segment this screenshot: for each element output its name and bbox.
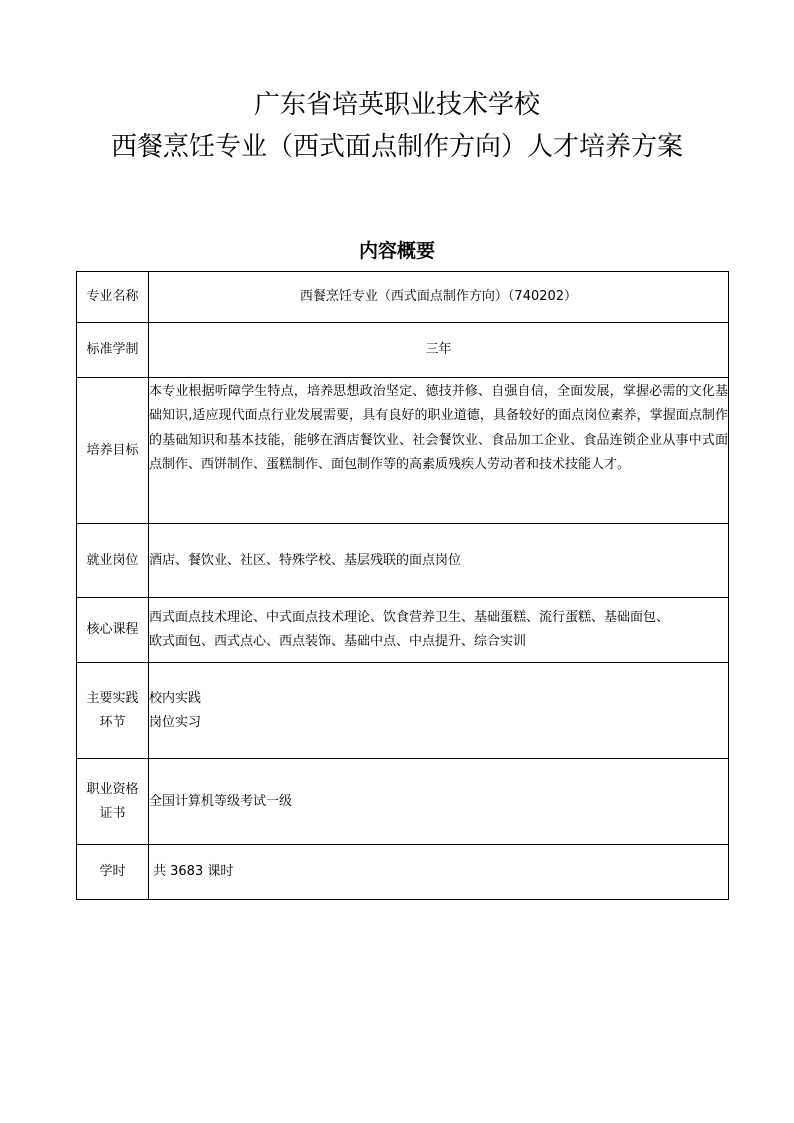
summary-table: [76, 271, 729, 900]
certificates-value: 全国计算机等级考试一级: [149, 759, 729, 845]
practice-label: [77, 663, 149, 759]
core-courses-label: 核心课程: [77, 598, 149, 663]
row-certificates: [77, 759, 729, 845]
training-goal-value: 本专业根据听障学生特点，培养思想政治坚定、德技并修、自强自信，全面发展，掌握必需的文化基础知识,适应现代面点行业发展需要，具有良好的职业道德，具备较好的面点岗位素养，掌握面点制作的基础知识和基本技能，能够在酒店餐饮业、社会餐饮业、食品加工企业、食品连锁企业从事中式面点制作、西饼制作、蛋糕制作、面包制作等的高素质残疾人劳动者和技术技能人才。: [149, 384, 728, 472]
section-heading: 内容概要: [358, 240, 435, 262]
row-hours: [77, 845, 729, 900]
major-name-value: 西餐烹饪专业（西式面点制作方向）（740202）: [149, 272, 729, 323]
employment-positions-value: 酒店、餐饮业、社区、特殊学校、基层残联的面点岗位: [149, 524, 729, 598]
certificates-label-line: 证书: [99, 805, 126, 821]
plan-title: 西餐烹饪专业（西式面点制作方向）人才培养方案: [110, 132, 683, 162]
row-practice: [77, 663, 729, 759]
training-goal-cell: [149, 378, 729, 524]
row-employment-positions: [77, 524, 729, 598]
practice-item: 岗位实习: [149, 714, 202, 730]
certificates-label-line: 职业资格: [86, 781, 139, 797]
practice-label-line: 环节: [99, 714, 126, 730]
row-core-courses: [77, 598, 729, 663]
certificates-label: [77, 759, 149, 845]
core-courses-cell: [149, 598, 729, 663]
hours-label: 学时: [77, 845, 149, 900]
practice-cell: [149, 663, 729, 759]
study-length-value: 三年: [149, 323, 729, 378]
row-major-name: [77, 272, 729, 323]
school-title: 广东省培英职业技术学校: [253, 90, 540, 120]
core-courses-line: 欧式面包、西式点心、西点装饰、基础中点、中点提升、综合实训: [149, 634, 527, 649]
hours-value: 共 3683 课时: [149, 845, 729, 900]
practice-item: 校内实践: [149, 690, 202, 706]
major-name-label: 专业名称: [77, 272, 149, 323]
practice-label-line: 主要实践: [86, 690, 139, 706]
employment-positions-label: 就业岗位: [77, 524, 149, 598]
row-study-length: [77, 323, 729, 378]
row-training-goal: [77, 378, 729, 524]
study-length-label: 标准学制: [77, 323, 149, 378]
training-goal-label: 培养目标: [77, 378, 149, 524]
core-courses-line: 西式面点技术理论、中式面点技术理论、饮食营养卫生、基础蛋糕、流行蛋糕、基础面包、: [149, 610, 670, 625]
